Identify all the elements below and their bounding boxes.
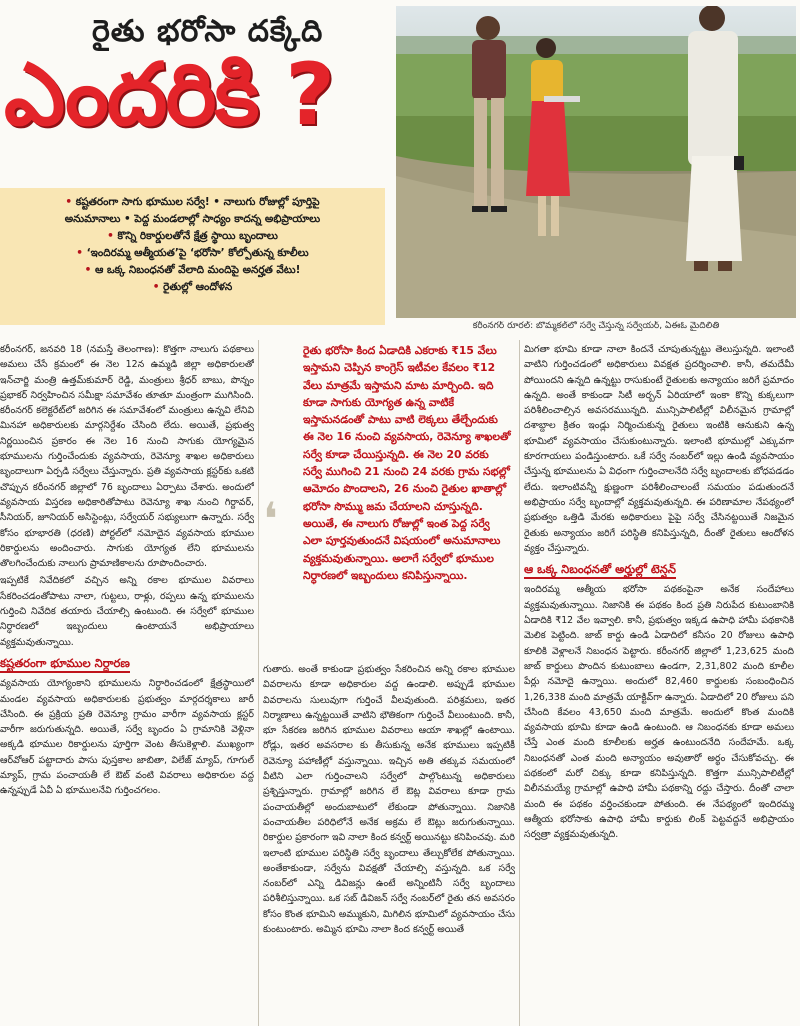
article-paragraph: వ్యవసాయ యోగ్యంకాని భూములను నిర్ధారించడంలో క్షేత్రస్థాయిలో మండల వ్యవసాయ అధికారులకు ప్రభుత్వం మార్గదర్శకాలు జారీ చేసింది. ఈ ప్రక్రియ ప్రతి రెవెన్యూ గ్రామం వారీగా వ్యవసాయ క్లస్టర్ వారీగా జరుగుతున్నది. అయితే, సర్వే బృందం ఏ గ్రామానికి వెళ్లినా అక్కడి భూముల రికార్డులను పూర్తిగా వెంట తీసుకెళ్లాలి. ముఖ్యంగా ఆర్‌వోఆర్ పట్టాదారు పాసు పుస్తకాల జాబితా, విలేజ్ మ్యాప్, గూగుల్ మ్యాప్, గ్రామ పంచాయతీ లే ఔట్ వంటి వివరాలు అధికారుల వద్ద ఉన్నప్పుడే ఏవీ ఏ భూములనేవి గుర్తించగలం.: [0, 678, 254, 797]
highlight-item: అనుమానాలు • పెద్ద మండలాల్లో సాధ్యం కాదన్న అభిప్రాయాలు: [64, 213, 321, 225]
article-column-1: [0, 342, 254, 1026]
headline-main: ఎందరికి ?: [4, 45, 334, 145]
article-column-2: [263, 662, 515, 1026]
field-survey-illustration: [396, 6, 796, 318]
article-paragraph: ఇప్పటికే నివేదికలో వచ్చిన అన్ని రకాల భూముల వివరాలు సేకరించడంతోపాటు నాలా, గుట్టలు, రాళ్లు, రప్పలు ఉన్న భూములను గుర్తించి నివేదిక తయారు చేయాల్సి ఉంటుంది. ఈ సర్వేలో భూముల నిర్ధారణలో ఇబ్బందులు ఉంటాయనే అభిప్రాయాలు వ్యక్తమవుతున్నాయి.: [0, 575, 254, 648]
pull-quote-text: రైతు భరోసా కింద ఏడాదికి ఎకరాకు ₹15 వేలు ఇస్తామని చెప్పిన కాంగ్రెస్ ఇటీవల కేవలం ₹12 వేలు మాత్రమే ఇస్తామని మాట మార్చింది. ఇది కూడా సాగుకు యోగ్యత ఉన్న వాటికే ఇస్తామనడంతో పాటు వాటి లెక్కలు తేల్చేందుకు ఈ నెల 16 నుంచి వ్యవసాయ, రెవెన్యూ శాఖలతో సర్వే కూడా చేయిస్తున్నది. ఈ నెల 20 వరకు సర్వే ముగించి 21 నుంచి 24 వరకు గ్రామ సభల్లో ఆమోదం పొందాలని, 26 నుంచి రైతుల ఖాతాల్లో భరోసా సొమ్ము జమ చేయాలని చూస్తున్నది. అయితే, ఈ నాలుగు రోజుల్లో ఇంత పెద్ద సర్వే ఎలా పూర్తవుతుందనే విషయంలో అనుమానాలు వ్యక్తమవుతున్నాయి. అలాగే సర్వేలో భూముల నిర్ధారణలో ఇబ్బందులు కనిపిస్తున్నాయి.: [303, 344, 511, 582]
headline-kicker: రైతు భరోసా దక్కేది: [92, 14, 324, 49]
bullet-dot-icon: •: [107, 230, 118, 242]
column-divider: [258, 340, 259, 1026]
article-column-3: [524, 342, 794, 1026]
bullet-dot-icon: •: [84, 264, 95, 276]
article-paragraph: ఇందిరమ్మ ఆత్మీయ భరోసా పథకంపైనా అనేక సందేహాలు వ్యక్తమవుతున్నాయి. నిజానికి ఈ పథకం కింద ప్రతి నిరుపేద కుటుంబానికి ఏడాదికి ₹12 వేల ఇవ్వాలి. కానీ, ప్రభుత్వం ఇక్కడ ఉపాధి హామీ పథకానికి మెలిక పెట్టింది. జాబ్ కార్డు ఉండి ఏడాదిలో కనీసం 20 రోజులు ఉపాధి కూలికి వెళ్లాలనే నిబంధన పెట్టారు. కరీంనగర్ జిల్లాలో 1,23,625 మంది జాబ్ కార్డులు పొందిన కుటుంబాలు ఉండగా, 2,31,802 మంది కూలీల పేర్లు నమోదై ఉన్నాయి. అందులో 82,460 కార్డులకు సంబంధించిన 1,26,338 మంది మాత్రమే యాక్టివ్‌గా ఉన్నారు. ఏడాదిలో 20 రోజులు పని చేసింది కేవలం 43,650 మంది మాత్రమే. అందులో కొంత మందికి వ్యవసాయ భూమి కూడా ఉండి ఉంటుంది. ఆ నిబంధనకు కూడా అమలు చేస్తే ఎంత మంది కూలీలకు అర్హత ఉంటుందనేది సందేహమే. ఒక్క నిబంధనతో ఎంత మంది అన్యాయం అవుతారో అర్థం చేసుకోవచ్చు. ఈ పథకంలో మరో చిక్కు కూడా కనిపిస్తున్నది. కొత్తగా మున్సిపాలిటీల్లో విలీనమయ్యే గ్రామాల్లో ఉపాధి హామీ పథకాన్ని రద్దు చేస్తారు. దీంతో చాలా మంది ఈ పథకం వర్తించకుండా పోతుంది. ఈ నేపథ్యంలో ఇందిరమ్మ ఆత్మీయ భరోసాకు ఉపాధి హామీ కార్డుకు లింక్ పెట్టవద్దనే అభిప్రాయం సర్వత్రా వ్యక్తమవుతున్నది.: [524, 584, 794, 841]
subheading: కష్టతరంగా భూముల నిర్ధారణ: [0, 656, 130, 673]
pull-quote: [263, 342, 515, 658]
subheading: ఆ ఒక్క నిబంధనతో అర్హుల్లో టెన్షన్: [524, 562, 676, 579]
highlight-item: • ‘ఇందిరమ్మ ఆత్మీయత’పై ‘భరోసా’ కోల్పోతున్న కూలీలు: [76, 247, 309, 259]
news-photo: [396, 6, 796, 318]
article-paragraph: గుతారు. అంతే కాకుండా ప్రభుత్వం సేకరించిన అన్ని రకాల భూముల వివరాలను కూడా అధికారుల వద్ద ఉండాలి. అప్పుడే భూముల వివరాలను సులువుగా గుర్తించే వీలవుతుంది. పరిశ్రమలు, ఇతర నిర్మాణాలు ఉన్నట్టయితే వాటిని భౌతికంగా గుర్తించే వీలుంటుంది. కానీ, భూ సేకరణ జరిగిన భూముల వివరాలు ఆయా శాఖల్లో ఉంటాయి. రోడ్లు, ఇతర అవసరాల కు తీసుకున్న అనేక భూములు ఇప్పటికీ రెవెన్యూ పహాణీల్లో వస్తున్నాయి. ఇచ్చిన అతి తక్కువ సమయంలో వీటిని ఎలా గుర్తించాలని సర్వేలో పాల్గొంటున్న అధికారులు ప్రశ్నిస్తున్నారు. గ్రామాల్లో జరిగిన లే ఔట్ల వివరాలు కూడా గ్రామ పంచాయతీల్లో అందుబాటులో లేకుండా పోతున్నాయి. నిజానికి పంచాయతీల పరిధిలోనే అనేక అక్రమ లే ఔట్లు జరుగుతున్నాయి. రికార్డుల ప్రకారంగా ఇవి నాలా కింద కన్వర్ట్ అయినట్టు కనిపించవు. మరి ఇలాంటి భూముల పరిస్థితి సర్వే బృందాలు తేల్చుకోలేక పోతున్నాయి. అంతేకాకుండా, సర్వేను వివక్షతో చేయాల్సి వస్తున్నది. ఒక సర్వే నంబర్‌లో ఎన్ని డివిజన్లు ఉంటే అన్నింటినీ సర్వే బృందాలు పరిశీలిస్తున్నాయి. ఒక సబ్ డివిజన్ సర్వే నంబర్‌లో రైతు తన అవసరం కోసం కొంత భూమిని అమ్ముకుని, మిగిలిన భూమిలో వ్యవసాయం చేసు కుంటుంటారు. అమ్మిన భూమి నాలా కింద కన్వర్ట్ అయితే: [263, 664, 515, 936]
photo-caption: కరీంనగర్ రూరల్: బొమ్మకల్‌లో సర్వే చేస్తున్న సర్వేయర్, ఏఈఓ మైదిలితి: [472, 321, 720, 331]
quote-mark-icon: ❛: [263, 492, 278, 546]
bullet-dot-icon: •: [76, 247, 87, 259]
article-paragraph: మిగతా భూమి కూడా నాలా కిందనే చూపుతున్నట్టు తెలుస్తున్నది. ఇలాంటి వాటిని గుర్తించడంలో అధికారులు వివక్షత ప్రదర్శించాలి. కానీ, తమదేమీ పోయిందని ఉన్నది ఉన్నట్టు రాసుకుంటే రైతులకు అన్యాయం జరిగే ప్రమాదం ఉన్నది. అంతే కాకుండా సిటీ అర్బన్ ఏరియాలో ఇంకా కొన్ని కుక్కలుగా పరిశీలించాల్సిన అవసరముున్నది. మున్సిపాలిటీల్లో విలీనమైన గ్రామాల్లో దశాబ్దాల క్రితం ఇండ్లు నిర్మించుకున్న రైతులు ఇంటికి ఆనుకుని ఉన్న భూమిలో వ్యవసాయం చేసుకుంటున్నారు. ఇలాంటి భూముల్లో ఎక్కువగా కూరగాయలు పండిస్తుంటారు. ఒకే సర్వే నంబర్‌లో ఇల్లు ఉండి వ్యవసాయం చేస్తున్న భూములను ఏ విధంగా గుర్తించాలనేది సర్వే బృందాలకు బోధపడడం లేదు. ఇలాంటివన్నీ క్షుణ్ణంగా పరిశీలించాలంటే సమయం పడుతుందనే అభిప్రాయం సర్వే బృందాల్లో వ్యక్తమవుతున్నది. ఈ పరిణామాల నేపథ్యంలో ప్రభుత్వం ఒత్తిడి మేరకు అధికారులు పైపై సర్వే చేసినట్టయితే నిజమైన రైతుకు అన్యాయం జరిగే పరిస్థితి కనిపిస్తున్నది, దీంతో రైతులు ఆందోళన వ్యక్తం చేస్తున్నారు.: [524, 344, 794, 554]
column-divider: [519, 340, 520, 1026]
bullet-dot-icon: •: [65, 196, 76, 208]
highlight-item: • ఆ ఒక్క నిబంధనతో వేలాది మందిపై అనర్హత వేటు!: [84, 264, 301, 276]
highlight-item: • కష్టతరంగా సాగు భూముల సర్వే! • నాలుగు రోజుల్లో పూర్తిపై: [65, 196, 320, 208]
highlight-item: • రైతుల్లో ఆందోళన: [152, 281, 233, 293]
highlight-item: • కొన్ని రికార్డులతోనే క్షేత్ర స్థాయి బృందాలు: [107, 230, 278, 242]
article-paragraph: కరీంనగర్, జనవరి 18 (నమస్తే తెలంగాణ): కొత్తగా నాలుగు పథకాలు అమలు చేసే క్రమంలో ఈ నెల 12న ఉమ్మడి జిల్లా అధికారులతో ఇన్‌చార్జి మంత్రి ఉత్తమ్‌కుమార్ రెడ్డి, మంత్రులు శ్రీధర్ బాబు, పొన్నం ప్రభాకర్ నిర్వహించిన సమీక్షా సమావేశం తూతూ మంత్రంగా ముగిసింది. కరీంనగర్ కలెక్టరేట్‌లో జరిగిన ఈ సమావేశంలో మంత్రులు ఉన్నవి లేనివి మినహా అధికారులకు మార్గనిర్దేశం చేసింది లేదు. అయితే, ప్రభుత్వ నిర్ణయించిన ప్రకారం ఈ నెల 16 నుంచి సాగుకు యోగ్యమైన భూములను గుర్తించేందుకు వ్యవసాయ, రెవెన్యూ శాఖల అధికారులు బృందాలుగా ఏర్పడి సర్వేలు చేస్తున్నారు. ప్రతి వ్యవసాయ క్లస్టర్‌కు ఒకటి చొప్పున కరీంనగర్ జిల్లాలో 76 బృందాలు ఏర్పాటు చేశారు. అందులో వ్యవసాయ విస్తరణ అధికారితోపాటు రెవెన్యూ శాఖ నుంచి గిర్దావర్, సీనియర్, జూనియర్ అసిస్టెంట్లు, సర్వేయర్ సభ్యులుగా ఉన్నారు. సర్వే కోసం భూభారతి (ధరణి) పోర్టల్‌లో నమోదైన వ్యవసాయ భూముల రికార్డులను అందించారు. సాగుకు యోగ్యత లేని భూములను తొలగించేందుకు నాలుగు ప్రామాణికాలను రూపొందించారు.: [0, 344, 254, 570]
highlights-box: [0, 188, 385, 325]
bullet-dot-icon: •: [152, 281, 164, 293]
